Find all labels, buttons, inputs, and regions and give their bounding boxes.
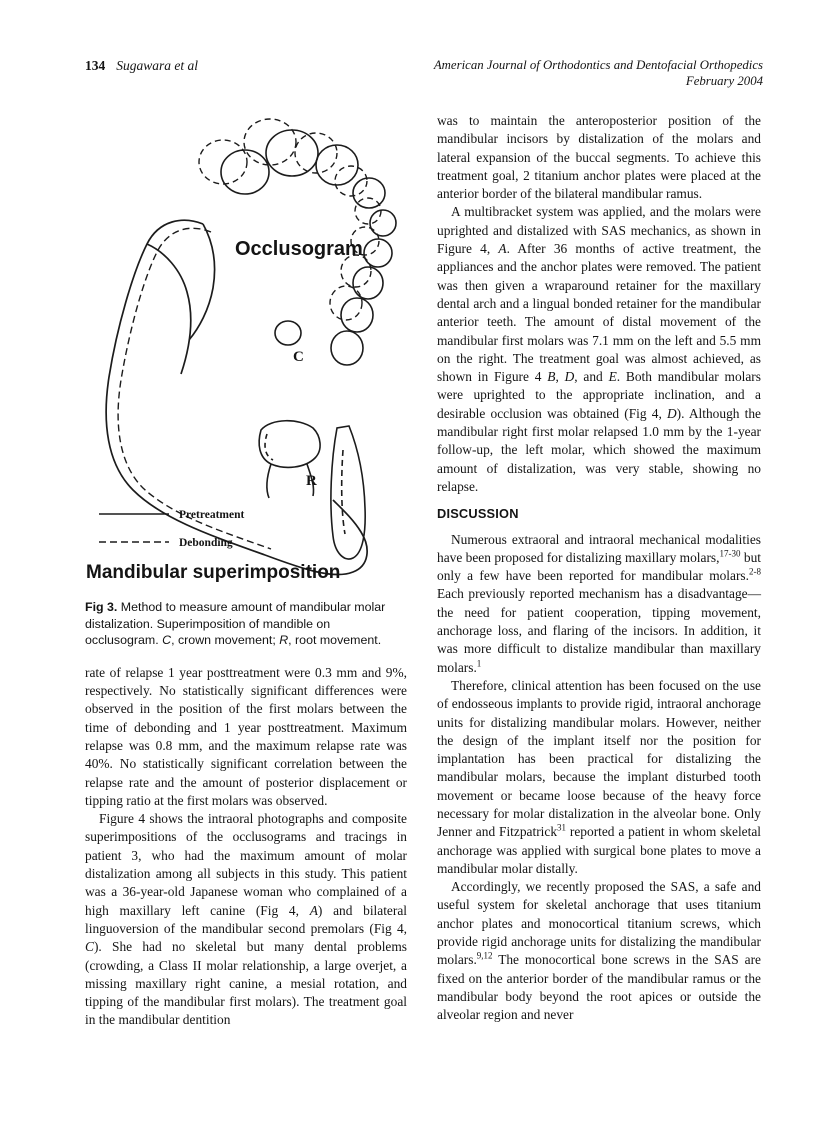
figure-caption: Fig 3. Method to measure amount of mandibular molar distalization. Superimposition of mandible on occlusogram. C, crown movement; R, root movement. [85, 600, 386, 648]
journal-issue: February 2004 [685, 73, 763, 88]
legend-debonding-label: Debonding [179, 537, 233, 549]
incisor-tooth [331, 426, 365, 559]
running-head [85, 58, 763, 89]
figure-3 [85, 112, 407, 649]
paragraph-multibracket: A multibracket system was applied, and the molars were uprighted and distalized with SAS mechanics, as shown in Figure 4, A. After 36 months of active treatment, the appliances and the anchor plates were removed. The patient was then given a wraparound retainer for the maxillary dental arch and a lingual bonded retainer for the mandibular anterior teeth. The amount of distal movement of the mandibular first molars was 7.1 mm on the left and 5.5 mm on the right. The treatment goal was almost achieved, as shown in Figure 4 B, D, and E. Both mandibular molars were uprighted to the appropriate inclination, and a desirable occlusion was obtained (Fig 4, D). Although the mandibular right first molar relapsed 1.0 mm by the 1-year follow-up, the left molar, which showed the maximum amount of distalization, was very stable, showing no relapse. [437, 204, 761, 494]
legend-pretreatment-label: Pretreatment [179, 509, 245, 521]
discussion-heading: DISCUSSION [437, 506, 519, 522]
page-number: 134 [85, 58, 106, 73]
running-authors: Sugawara et al [116, 58, 199, 73]
figure-3-drawing [85, 112, 407, 590]
mandible-outline-solid [106, 220, 367, 574]
paragraph-sas: Accordingly, we recently proposed the SAS, a safe and useful system for skeletal anchorage that uses titanium anchor plates and monocortical titanium screws, which provide rigid anchorage units for distalizing the mandibular molars.$^{9,12}$ The monocortical bone screws in the SAS are fixed on the anterior border of the mandibular ramus or the mandibular body beyond the root apices or outside the alveolar region and never [437, 879, 761, 1023]
figure-title: Mandibular superimposition [86, 562, 341, 583]
running-head-left [85, 58, 198, 74]
paragraph-treatment-goal: was to maintain the anteroposterior position of the mandibular incisors by distalization of the molars and lateral expansion of the buccal segments. To achieve this treatment goal, 2 titanium anchor plates were placed at the anterior border of the bilateral mandibular ramus. [437, 113, 761, 202]
running-head-right [434, 58, 763, 89]
crown-movement-tooth [275, 321, 301, 345]
occlusogram-label: Occlusogram [235, 238, 363, 260]
crown-movement-label: C [293, 349, 304, 365]
paragraph-implants: Therefore, clinical attention has been focused on the use of endosseous implants to provide rigid, intraoral anchorage units for distalizing mandibular molars. However, neither the design of the implant itself nor the position for implantation has been practical for distalizing the mandibular molars, because the implant disturbed tooth movement or became loose because of the heavy force necessary for molar distalization in the alveolar bone. Only Jenner and Fitzpatrick$^{31}$ reported a patient in whom skeletal anchorage was applied with surgical bone plates to move a mandibular molar distally. [437, 677, 761, 876]
mandible-outline-dashed [118, 228, 271, 549]
paragraph-figure4-intro: Figure 4 shows the intraoral photographs and composite superimpositions of the occlusograms and tracings in patient 3, who had the maximum amount of molar distalization among all subjects in this study. This patient was a 36-year-old Japanese woman who complained of a high maxillary left canine (Fig 4, A) and bilateral linguoversion of the mandibular second premolars (Fig 4, C). She had no skeletal but many dental problems (crowding, a Class II molar relationship, a large overjet, a missing maxillary right canine, a mesial rotation, and tipping of the mandibular first molars). The treatment goal in the mandibular dentition [85, 811, 408, 1028]
left-column [85, 112, 407, 1030]
root-movement-label: R [306, 473, 317, 489]
right-column [437, 112, 761, 1025]
paragraph-relapse: rate of relapse 1 year posttreatment were 0.3 mm and 9%, respectively. No statistically significant differences were observed in the position of the first molars between the time of debonding and 1 year posttreatment. Maximum relapse was 0.8 mm, and the maximum relapse rate was 40%. No statistically significant correlation between the relapse rate and the amount of posterior displacement or tipping ratio at the first molars was observed. [85, 664, 407, 808]
paragraph-modalities: Numerous extraoral and intraoral mechanical modalities have been proposed for distalizing maxillary molars,$^{17-30}$ but only a few have been reported for mandibular molars.$^{2-8}$ Each previously reported mechanism has a disadvantage—the need for patient cooperation, tipping movement, anchorage loss, and flaring of the incisors. In addition, it was more difficult to distalize mandibular than maxillary molars.$^1$ [437, 531, 761, 675]
journal-title: American Journal of Orthodontics and Dentofacial Orthopedics [433, 58, 763, 72]
figure-legend [99, 509, 245, 549]
